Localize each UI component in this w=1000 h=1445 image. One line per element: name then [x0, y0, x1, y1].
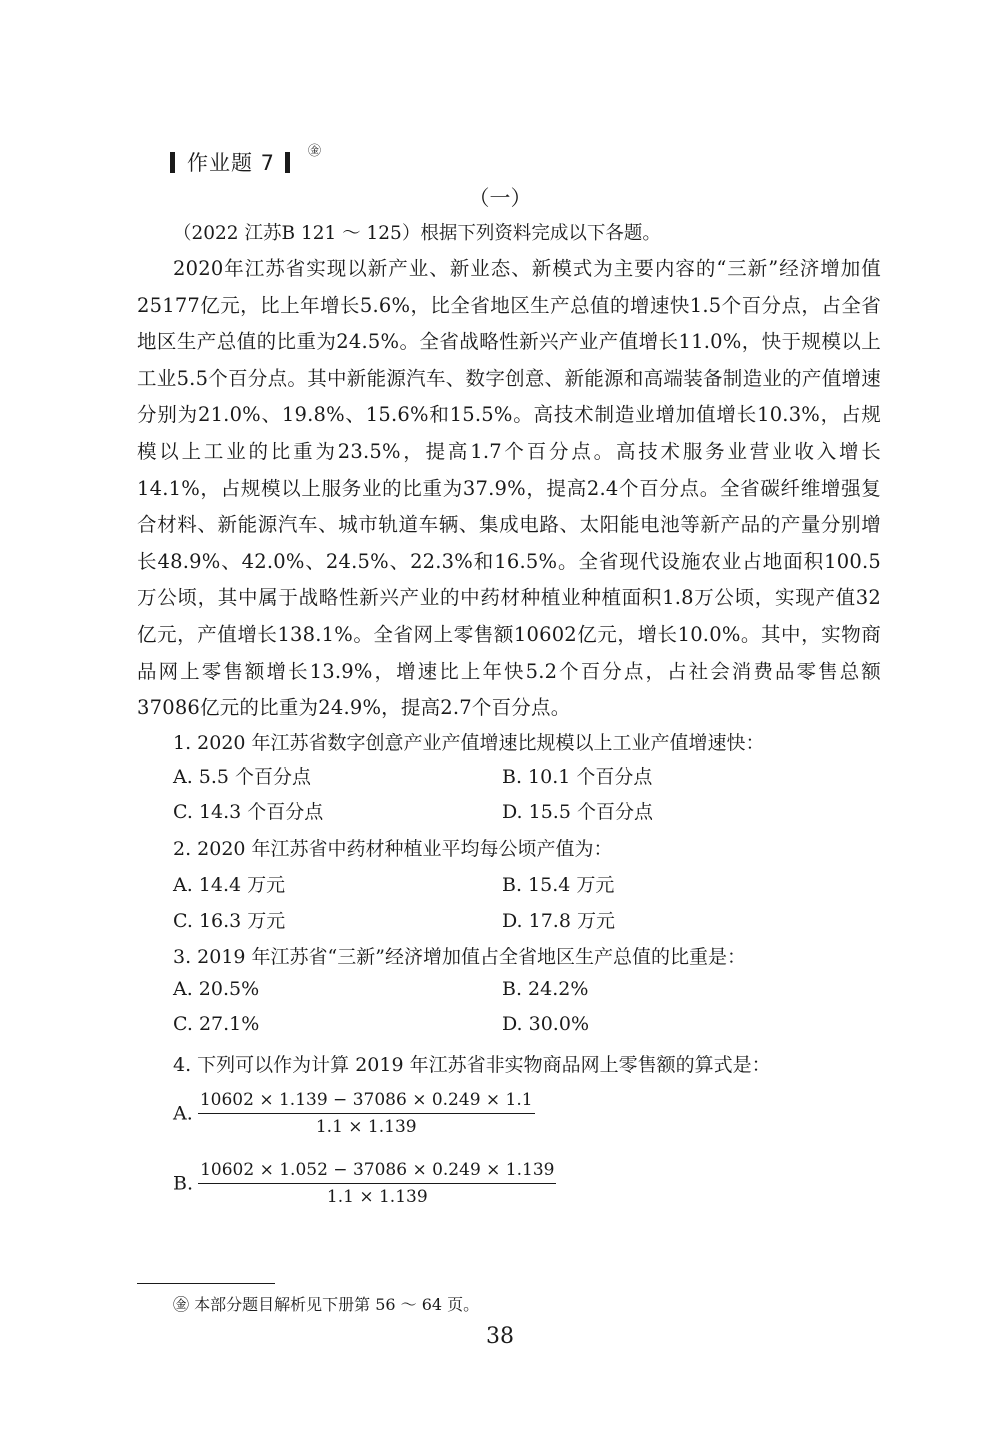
left-bar-mark	[170, 152, 175, 173]
section-title: （一）	[468, 186, 532, 210]
question-2-option-a: A. 14.4 万元	[173, 874, 286, 896]
option-b-denominator: 1.1 × 1.139	[326, 1187, 428, 1207]
right-bar-mark	[285, 152, 290, 173]
question-2-option-d: D. 17.8 万元	[502, 910, 615, 932]
question-2-stem: 2. 2020 年江苏省中药材种植业平均每公顷产值为：	[173, 838, 613, 860]
question-3-option-d: D. 30.0%	[502, 1013, 589, 1035]
option-a-denominator: 1.1 × 1.139	[315, 1117, 417, 1137]
question-4-option-a	[173, 1090, 535, 1137]
question-4-stem: 4. 下列可以作为计算 2019 年江苏省非实物商品网上零售额的算式是：	[173, 1054, 771, 1076]
question-3-option-b: B. 24.2%	[502, 978, 589, 1000]
footnote-text: 本部分题目解析见下册第 56 ～ 64 页。	[194, 1295, 480, 1314]
option-b-letter: B.	[173, 1172, 194, 1195]
question-3-option-a: A. 20.5%	[173, 978, 260, 1000]
question-1-option-d: D. 15.5 个百分点	[502, 801, 653, 823]
question-2-option-c: C. 16.3 万元	[173, 910, 286, 932]
question-3-option-c: C. 27.1%	[173, 1013, 260, 1035]
footnote-reference-mark: ㊎	[308, 144, 322, 159]
question-3-stem: 3. 2019 年江苏省“三新”经济增加值占全省地区生产总值的比重是：	[173, 946, 746, 968]
passage: 2020年江苏省实现以新产业、新业态、新模式为主要内容的“三新”经济增加值25177亿元，比上年增长5.6%，比全省地区生产总值的增速快1.5个百分点，占全省地区生产总值的比重为24.5%。全省战略性新兴产业产值增长11.0%，快于规模以上工业5.5个百分点。其中新能源汽车、数字创意、新能源和高端装备制造业的产值增速分别为21.0%、19.8%、15.6%和15.5%。高技术制造业增加值增长10.3%，占规模以上工业的比重为23.5%，提高1.7个百分点。高技术服务业营业收入增长14.1%，占规模以上服务业的比重为37.9%，提高2.4个百分点。全省碳纤维增强复合材料、新能源汽车、城市轨道车辆、集成电路、太阳能电池等新产品的产量分别增长48.9%、42.0%、24.5%、22.3%和16.5%。全省现代设施农业占地面积100.5万公顷，其中属于战略性新兴产业的中药材种植业种植面积1.8万公顷，实现产值32亿元，产值增长138.1%。全省网上零售额10602亿元，增长10.0%。其中，实物商品网上零售额增长13.9%，增速比上年快5.2个百分点，占社会消费品零售总额37086亿元的比重为24.9%，提高2.7个百分点。	[137, 257, 881, 720]
footnote	[173, 1292, 479, 1315]
footnote-mark: ㊎	[173, 1295, 190, 1314]
exercise-title: 作业题 7	[187, 151, 276, 175]
option-a-numerator: 10602 × 1.139 − 37086 × 0.249 × 1.1	[198, 1090, 535, 1114]
exercise-header	[170, 144, 322, 178]
option-a-fraction	[198, 1090, 535, 1137]
question-1-option-a: A. 5.5 个百分点	[173, 766, 312, 788]
option-b-numerator: 10602 × 1.052 − 37086 × 0.249 × 1.139	[198, 1160, 556, 1184]
question-1-stem: 1. 2020 年江苏省数字创意产业产值增速比规模以上工业产值增速快：	[173, 732, 765, 754]
question-2-option-b: B. 15.4 万元	[502, 874, 615, 896]
footnote-divider	[137, 1283, 275, 1284]
option-a-letter: A.	[173, 1102, 193, 1125]
question-4-option-b	[173, 1160, 556, 1207]
source-line: （2022 江苏B 121 ～ 125）根据下列资料完成以下各题。	[173, 223, 661, 244]
question-1-option-b: B. 10.1 个百分点	[502, 766, 653, 788]
page-number: 38	[486, 1324, 514, 1349]
question-1-option-c: C. 14.3 个百分点	[173, 801, 324, 823]
option-b-fraction	[198, 1160, 556, 1207]
